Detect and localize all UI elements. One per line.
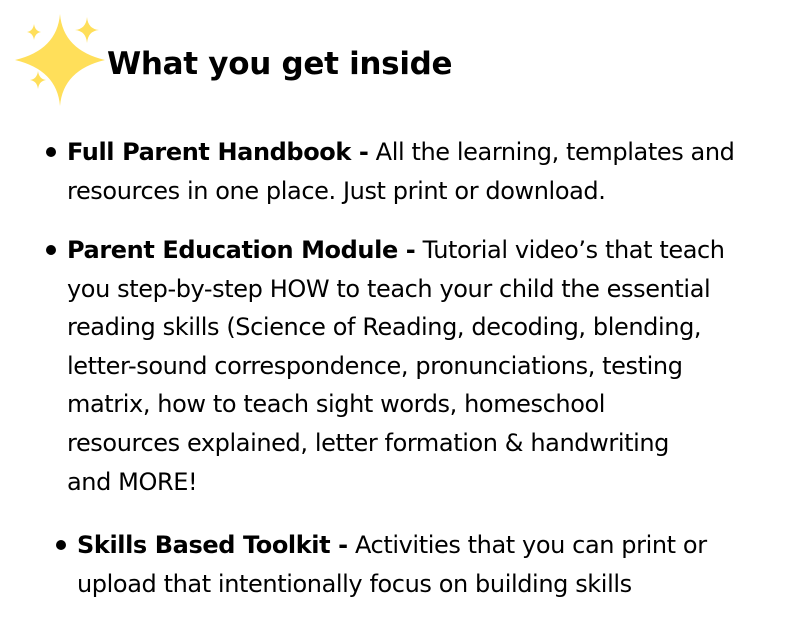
item-text: All the learning, templates and xyxy=(368,138,735,166)
item-text: Activities that you can print or xyxy=(347,531,707,559)
item-text: upload that intentionally focus on building skills xyxy=(77,569,632,598)
small-sparkle-top-right xyxy=(75,17,99,43)
list-item xyxy=(67,231,797,501)
item-title: Skills Based Toolkit - xyxy=(77,531,348,559)
small-sparkle-bottom-left xyxy=(30,71,46,89)
item-title: Parent Education Module - xyxy=(67,236,416,264)
item-text: Tutorial video’s that teach xyxy=(415,236,725,264)
item-text: resources explained, letter formation & handwriting xyxy=(67,428,670,457)
sparkles-icon xyxy=(0,0,120,110)
item-text: and MORE! xyxy=(67,467,198,496)
bullet-icon xyxy=(46,147,56,157)
item-text: you step-by-step HOW to teach your child the essential xyxy=(67,274,711,303)
item-text: resources in one place. Just print or download. xyxy=(67,176,606,205)
item-text: letter-sound correspondence, pronunciations, testing xyxy=(67,351,683,380)
bullet-icon xyxy=(56,540,66,550)
page-title: What you get inside xyxy=(107,46,453,82)
bullet-icon xyxy=(46,245,56,255)
list-item xyxy=(77,526,797,603)
item-text: matrix, how to teach sight words, homeschool xyxy=(67,390,606,419)
item-text: reading skills (Science of Reading, decoding, blending, xyxy=(67,313,702,342)
list-item xyxy=(67,133,797,210)
small-sparkle-top-left xyxy=(27,24,41,40)
item-title: Full Parent Handbook - xyxy=(67,138,369,166)
